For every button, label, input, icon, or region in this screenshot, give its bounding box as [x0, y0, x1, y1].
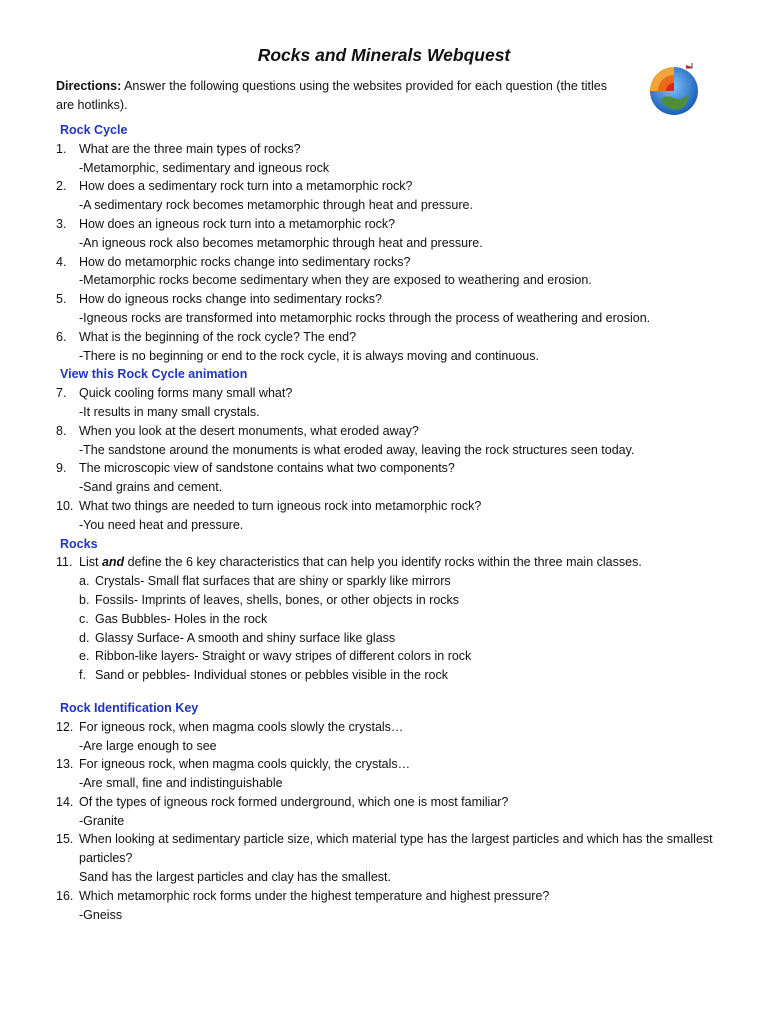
question-item [56, 553, 736, 572]
question-emphasis: and [101, 555, 125, 570]
question-item [56, 290, 736, 309]
characteristic-text: Ribbon-like layers- Straight or wavy stripes of different colors in rock [95, 649, 472, 664]
question-text: Which metamorphic rock forms under the highest temperature and highest pressure? [79, 888, 550, 903]
question-text: What is the beginning of the rock cycle? The end? [79, 329, 357, 344]
characteristic-text: Glassy Surface- A smooth and shiny surface like glass [95, 630, 396, 645]
document-title: Rocks and Minerals Webquest [257, 45, 511, 65]
characteristic-letter: b. [79, 592, 90, 607]
characteristic-text: Gas Bubbles- Holes in the rock [95, 611, 268, 626]
question-number: 5. [56, 292, 67, 307]
answer-text: -Sand grains and cement. [79, 480, 223, 495]
answer-text: -Metamorphic rocks become sedimentary when they are exposed to weathering and erosion. [79, 273, 592, 288]
question-number: 4. [56, 254, 67, 269]
question-number: 3. [56, 216, 67, 231]
answer-text: -A sedimentary rock becomes metamorphic through heat and pressure. [79, 198, 473, 213]
question-number: 1. [56, 141, 67, 156]
question-text-post: define the 6 key characteristics that can help you identify rocks within the three main classes. [124, 555, 642, 570]
question-number: 6. [56, 329, 67, 344]
question-text: How do metamorphic rocks change into sedimentary rocks? [79, 254, 411, 269]
question-text: How does a sedimentary rock turn into a metamorphic rock? [79, 179, 413, 194]
question-text: How does an igneous rock turn into a metamorphic rock? [79, 216, 396, 231]
question-item [56, 140, 736, 159]
link-rock-cycle-animation[interactable]: View this Rock Cycle animation [60, 367, 248, 382]
answer-text: -Granite [79, 813, 125, 828]
characteristic-letter: e. [79, 649, 90, 664]
answer-text: -Gneiss [79, 907, 123, 922]
link-rock-identification-key[interactable]: Rock Identification Key [60, 700, 199, 715]
characteristic-text: Sand or pebbles- Individual stones or pebbles visible in the rock [95, 668, 448, 683]
question-item [56, 830, 736, 868]
question-number: 9. [56, 461, 67, 476]
characteristic-text: Fossils- Imprints of leaves, shells, bones, or other objects in rocks [95, 592, 460, 607]
question-item [56, 328, 736, 347]
characteristic-item [56, 666, 736, 685]
question-text: How do igneous rocks change into sedimentary rocks? [79, 292, 382, 307]
answer-text: -Are small, fine and indistinguishable [79, 776, 283, 791]
characteristic-item [56, 629, 736, 648]
characteristic-item [56, 572, 736, 591]
question-item [56, 887, 736, 906]
question-item [56, 422, 736, 441]
answer-text: Sand has the largest particles and clay has the smallest. [79, 870, 391, 885]
question-text: Quick cooling forms many small what? [79, 386, 293, 401]
question-number: 12. [56, 719, 74, 734]
question-text: Of the types of igneous rock formed underground, which one is most familiar? [79, 794, 509, 809]
characteristic-text: Crystals- Small flat surfaces that are shiny or sparkly like mirrors [95, 574, 451, 589]
question-item [56, 497, 736, 516]
characteristic-item [56, 610, 736, 629]
question-item [56, 755, 736, 774]
answer-text: -Igneous rocks are transformed into metamorphic rocks through the process of weathering and erosion. [79, 310, 651, 325]
link-rocks[interactable]: Rocks [60, 536, 98, 551]
question-item [56, 384, 736, 403]
characteristic-letter: c. [79, 611, 89, 626]
answer-text: -The sandstone around the monuments is what eroded away, leaving the rock structures seen today. [79, 442, 635, 457]
question-text: When you look at the desert monuments, what eroded away? [79, 423, 419, 438]
question-text: When looking at sedimentary particle size, which material type has the largest particles and which has the smallest particles? [79, 832, 713, 866]
question-number: 14. [56, 794, 74, 809]
question-text-pre: List [79, 555, 102, 570]
answer-text: -Metamorphic, sedimentary and igneous rock [79, 160, 330, 175]
question-item [56, 718, 736, 737]
question-number: 15. [56, 832, 74, 847]
question-item [56, 253, 736, 272]
answer-text: -You need heat and pressure. [79, 517, 244, 532]
question-number: 2. [56, 179, 67, 194]
answer-text: -There is no beginning or end to the rock cycle, it is always moving and continuous. [79, 348, 539, 363]
question-number: 11. [56, 555, 73, 570]
answer-text: -It results in many small crystals. [79, 404, 260, 419]
question-text: The microscopic view of sandstone contains what two components? [79, 461, 455, 476]
question-number: 13. [56, 757, 74, 772]
directions-text: Answer the following questions using the websites provided for each question (the titles are hotlinks). [56, 79, 608, 112]
characteristic-letter: d. [79, 630, 90, 645]
question-text: What two things are needed to turn igneous rock into metamorphic rock? [79, 498, 482, 513]
directions [56, 77, 626, 115]
question-number: 7. [56, 386, 67, 401]
question-text: What are the three main types of rocks? [79, 141, 301, 156]
question-list [56, 121, 736, 924]
question-item [56, 215, 736, 234]
answer-text: -An igneous rock also becomes metamorphic through heat and pressure. [79, 235, 483, 250]
characteristic-item [56, 647, 736, 666]
characteristic-letter: f. [79, 668, 86, 683]
earth-cross-section-icon [646, 62, 702, 118]
question-text: For igneous rock, when magma cools slowly the crystals… [79, 719, 404, 734]
link-rock-cycle[interactable]: Rock Cycle [60, 123, 128, 137]
question-item [56, 459, 736, 478]
question-text: For igneous rock, when magma cools quickly, the crystals… [79, 757, 411, 772]
answer-text: -Are large enough to see [79, 738, 217, 753]
question-number: 10. [56, 498, 74, 513]
question-number: 8. [56, 423, 67, 438]
question-item [56, 177, 736, 196]
question-number: 16. [56, 888, 74, 903]
characteristic-item [56, 591, 736, 610]
directions-label: Directions: [56, 79, 122, 93]
characteristic-letter: a. [79, 574, 90, 589]
question-item [56, 793, 736, 812]
